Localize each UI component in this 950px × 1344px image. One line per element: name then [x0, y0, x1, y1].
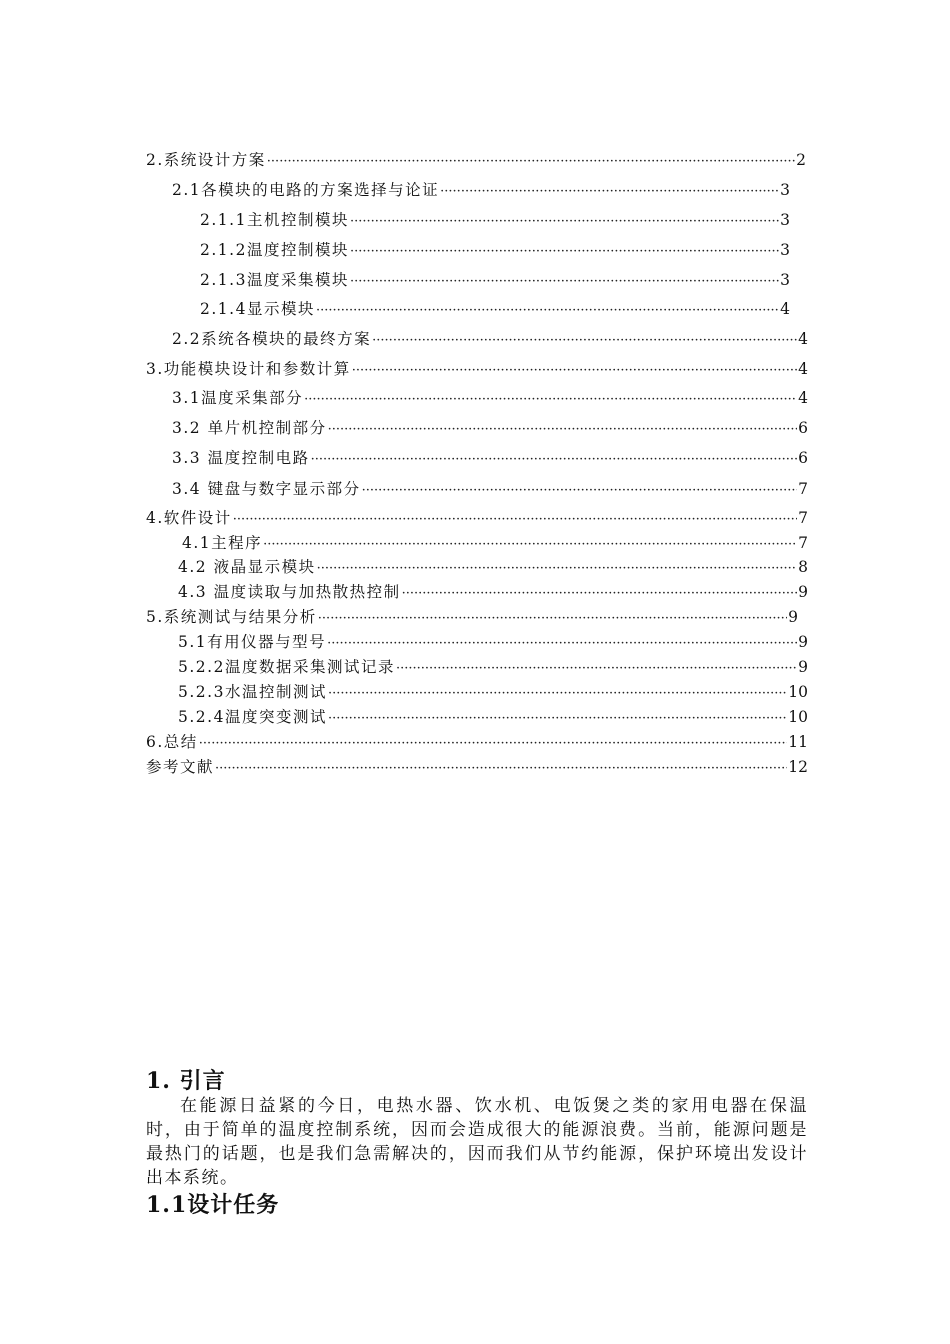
toc-entry-page: 9 — [798, 633, 808, 651]
toc-entry-page: 11 — [788, 733, 808, 751]
introduction-section — [146, 1068, 808, 1220]
toc-entry[interactable] — [172, 386, 808, 408]
toc-entry-label: 2.系统设计方案 — [146, 151, 266, 169]
toc-entry-page: 10 — [788, 683, 808, 701]
toc-entry-label: 4.软件设计 — [146, 509, 232, 527]
toc-entry-page: 4 — [780, 300, 790, 318]
toc-entry-label: 3.3 温度控制电路 — [172, 449, 310, 467]
toc-entry-page: 3 — [780, 241, 790, 259]
toc-leader-dots — [402, 586, 798, 601]
toc-entry[interactable] — [146, 730, 808, 752]
toc-entry-label: 4.2 液晶显示模块 — [178, 558, 316, 576]
toc-entry-label: 6.总结 — [146, 733, 198, 751]
toc-entry[interactable] — [178, 655, 808, 677]
toc-leader-dots — [199, 736, 787, 751]
toc-entry[interactable] — [146, 506, 808, 528]
toc-entry-label: 4.3 温度读取与加热散热控制 — [178, 583, 401, 601]
toc-leader-dots — [215, 761, 787, 776]
toc-entry-page: 4 — [798, 360, 808, 378]
toc-leader-dots — [304, 392, 797, 407]
toc-entry-label: 2.1.2温度控制模块 — [200, 241, 349, 259]
toc-entry[interactable] — [200, 268, 790, 290]
toc-entry[interactable] — [178, 580, 808, 602]
toc-entry-label: 5.2.4温度突变测试 — [178, 708, 327, 726]
toc-entry-label: 2.1.1主机控制模块 — [200, 211, 349, 229]
toc-entry[interactable] — [178, 555, 808, 577]
toc-entry-label: 5.2.3水温控制测试 — [178, 683, 327, 701]
toc-entry[interactable] — [146, 605, 798, 627]
toc-entry[interactable] — [146, 755, 808, 777]
toc-entry-page: 4 — [798, 389, 808, 407]
toc-leader-dots — [328, 686, 787, 701]
toc-entry[interactable] — [178, 630, 808, 652]
toc-entry-label: 2.1.4显示模块 — [200, 300, 315, 318]
toc-entry-label: 2.1各模块的电路的方案选择与论证 — [172, 181, 440, 199]
toc-entry-page: 7 — [798, 534, 808, 552]
toc-leader-dots — [350, 274, 779, 289]
toc-leader-dots — [328, 711, 787, 726]
toc-entry-label: 5.2.2温度数据采集测试记录 — [178, 658, 395, 676]
toc-entry-page: 2 — [796, 151, 806, 169]
toc-leader-dots — [350, 244, 779, 259]
toc-entry-page: 7 — [798, 480, 808, 498]
toc-entry[interactable] — [146, 148, 806, 170]
toc-entry-label: 4.1主程序 — [182, 534, 263, 552]
toc-leader-dots — [440, 184, 779, 199]
toc-entry[interactable] — [178, 680, 808, 702]
toc-leader-dots — [328, 422, 798, 437]
toc-entry-label: 3.2 单片机控制部分 — [172, 419, 327, 437]
section-heading-design-task: 1.1设计任务 — [146, 1192, 280, 1218]
toc-leader-dots — [372, 333, 797, 348]
toc-entry[interactable] — [200, 208, 790, 230]
toc-leader-dots — [362, 483, 798, 498]
toc-leader-dots — [352, 363, 797, 378]
toc-entry-page: 6 — [798, 449, 808, 467]
toc-entry-page: 3 — [780, 271, 790, 289]
toc-entry-page: 8 — [798, 558, 808, 576]
toc-entry-label: 参考文献 — [146, 758, 215, 776]
toc-leader-dots — [263, 537, 797, 552]
toc-entry-label: 5.系统测试与结果分析 — [146, 608, 317, 626]
toc-entry[interactable] — [172, 327, 808, 349]
toc-entry-page: 10 — [788, 708, 808, 726]
toc-entry-label: 5.1有用仪器与型号 — [178, 633, 327, 651]
toc-entry[interactable] — [172, 446, 808, 468]
introduction-paragraph: 在能源日益紧的今日，电热水器、饮水机、电饭煲之类的家用电器在保温时，由于简单的温度控制系统，因而会造成很大的能源浪费。当前，能源问题是最热门的话题，也是我们急需解决的，因而我们从节约能源，保护环境出发设计出本系统。 — [146, 1096, 808, 1188]
toc-entry-label: 2.2系统各模块的最终方案 — [172, 330, 372, 348]
section-heading-introduction: 1. 引言 — [146, 1068, 226, 1094]
toc-entry[interactable] — [200, 238, 790, 260]
toc-entry-page: 9 — [798, 658, 808, 676]
toc-entry-page: 9 — [798, 583, 808, 601]
toc-entry-page: 9 — [788, 608, 798, 626]
toc-entry[interactable] — [172, 477, 808, 499]
toc-entry-page: 6 — [798, 419, 808, 437]
toc-leader-dots — [233, 512, 797, 527]
toc-entry-page: 3 — [780, 181, 790, 199]
toc-entry-label: 3.4 键盘与数字显示部分 — [172, 480, 361, 498]
toc-entry[interactable] — [146, 357, 808, 379]
toc-entry[interactable] — [172, 178, 790, 200]
toc-leader-dots — [327, 636, 797, 651]
toc-entry-label: 2.1.3温度采集模块 — [200, 271, 349, 289]
toc-leader-dots — [396, 661, 797, 676]
toc-entry-label: 3.1温度采集部分 — [172, 389, 304, 407]
toc-leader-dots — [318, 611, 787, 626]
toc-entry-page: 3 — [780, 211, 790, 229]
toc-leader-dots — [311, 452, 798, 467]
toc-entry-label: 3.功能模块设计和参数计算 — [146, 360, 351, 378]
toc-entry-page: 4 — [798, 330, 808, 348]
toc-leader-dots — [316, 303, 779, 318]
toc-leader-dots — [350, 214, 779, 229]
toc-entry[interactable] — [172, 416, 808, 438]
toc-entry[interactable] — [182, 531, 808, 553]
toc-entry[interactable] — [178, 705, 808, 727]
toc-entry[interactable] — [200, 297, 790, 319]
toc-leader-dots — [267, 154, 795, 169]
toc-entry-page: 12 — [788, 758, 808, 776]
toc-leader-dots — [317, 561, 798, 576]
toc-entry-page: 7 — [798, 509, 808, 527]
